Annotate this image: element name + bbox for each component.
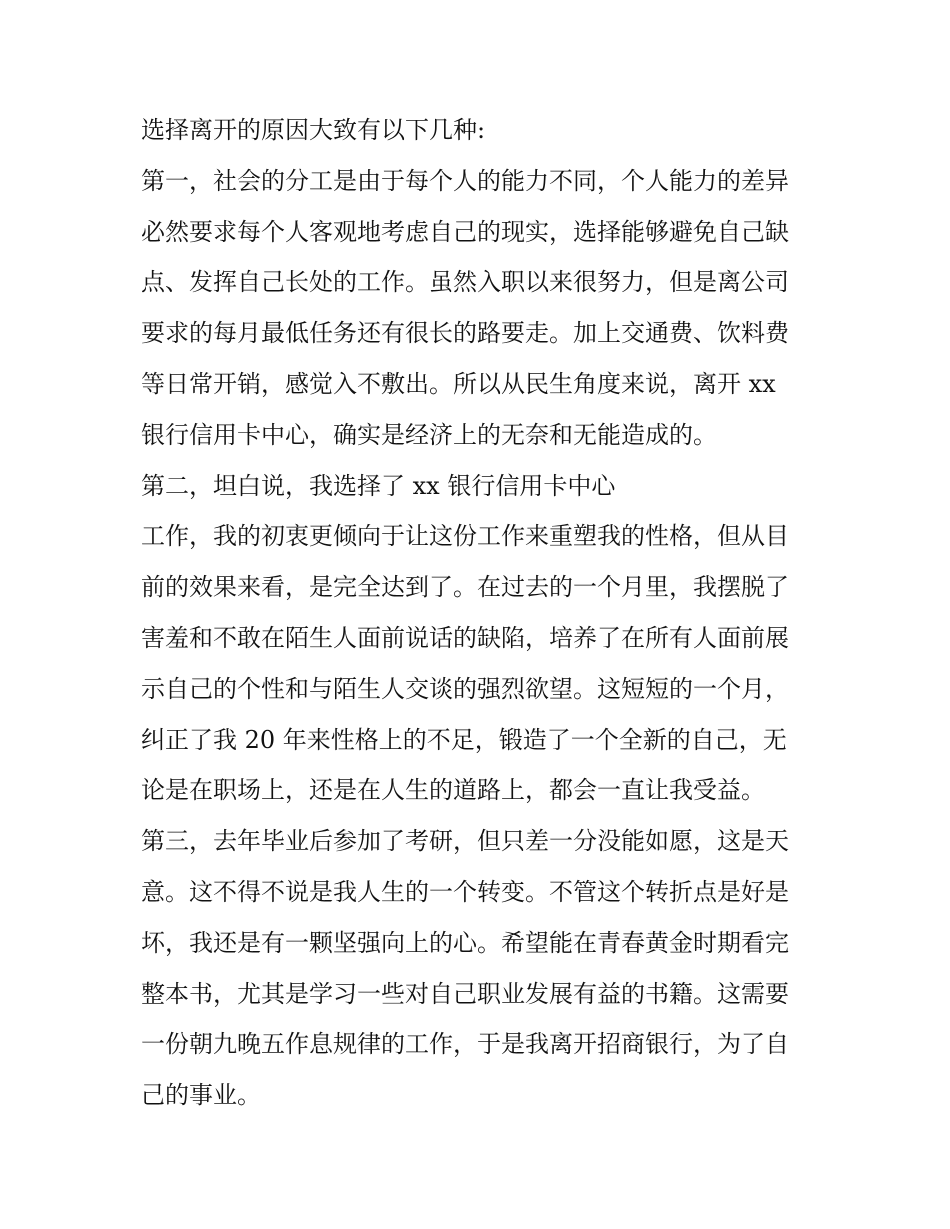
text-line: 工作，我的初衷更倾向于让这份工作来重塑我的性格，但从目	[141, 522, 789, 551]
text-line: 点、发挥自己长处的工作。虽然入职以来很努力，但是离公司	[141, 268, 789, 297]
text-line: 坏，我还是有一颗坚强向上的心。希望能在青春黄金时期看完	[141, 928, 789, 957]
text-line: 第一，社会的分工是由于每个人的能力不同，个人能力的差异	[141, 166, 789, 195]
text-line: 银行信用卡中心，确实是经济上的无奈和无能造成的。	[141, 420, 717, 449]
text-line: 整本书，尤其是学习一些对自己职业发展有益的书籍。这需要	[141, 979, 789, 1008]
text-line: 要求的每月最低任务还有很长的路要走。加上交通费、饮料费	[141, 319, 789, 348]
text-line: 纠正了我 20 年来性格上的不足，锻造了一个全新的自己，无	[141, 725, 787, 754]
text-line: 论是在职场上，还是在人生的道路上，都会一直让我受益。	[141, 776, 765, 805]
text-line: 等日常开销，感觉入不敷出。所以从民生角度来说，离开 xx	[141, 369, 776, 398]
text-line: 必然要求每个人客观地考虑自己的现实，选择能够避免自己缺	[141, 217, 789, 246]
body-text	[141, 105, 821, 1121]
text-line: 选择离开的原因大致有以下几种:	[141, 116, 486, 144]
text-line: 意。这不得不说是我人生的一个转变。不管这个转折点是好是	[141, 877, 789, 906]
text-line: 第二，坦白说，我选择了 xx 银行信用卡中心	[141, 471, 616, 500]
text-line: 己的事业。	[141, 1081, 261, 1110]
text-line: 第三，去年毕业后参加了考研，但只差一分没能如愿，这是天	[141, 827, 789, 856]
text-line: 示自己的个性和与陌生人交谈的强烈欲望。这短短的一个月，	[141, 674, 789, 703]
text-line: 一份朝九晚五作息规律的工作，于是我离开招商银行，为了自	[141, 1030, 789, 1059]
text-line: 前的效果来看，是完全达到了。在过去的一个月里，我摆脱了	[141, 573, 789, 602]
text-line: 害羞和不敢在陌生人面前说话的缺陷，培养了在所有人面前展	[141, 623, 789, 652]
